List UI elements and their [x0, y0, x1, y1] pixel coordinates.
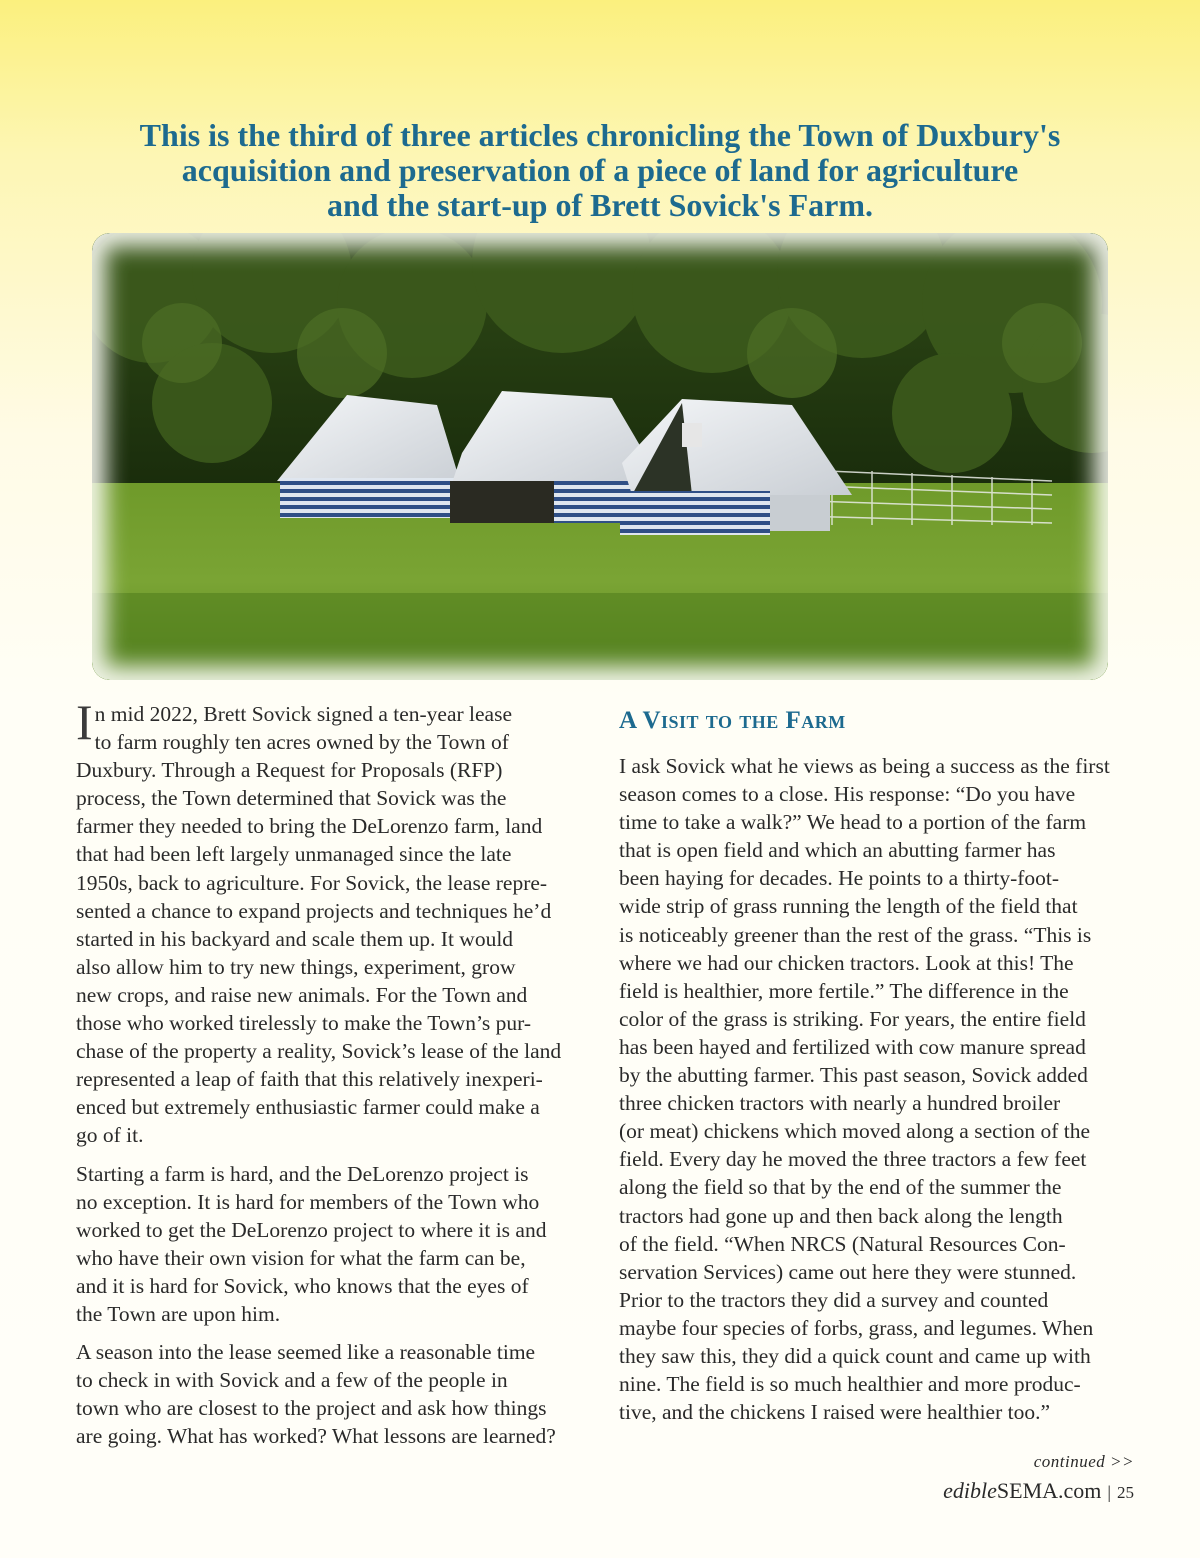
article-paragraph-2 — [76, 1160, 586, 1329]
intro-line-3: and the start-up of Brett Sovick's Farm. — [326, 187, 874, 223]
text-line: sented a chance to expand projects and techniques he’d — [76, 898, 552, 923]
text-line: they saw this, they did a quick count and came up with — [619, 1343, 1091, 1368]
text-line: color of the grass is striking. For years, the entire field — [619, 1006, 1086, 1031]
text-line: started in his backyard and scale them up. It would — [76, 926, 514, 951]
article-paragraph-1 — [76, 694, 586, 1150]
page-folio — [943, 1478, 1134, 1504]
text-line: where we had our chicken tractors. Look at this! The — [619, 950, 1074, 975]
text-line: n mid 2022, Brett Sovick signed a ten-year lease — [94, 702, 513, 726]
intro-header — [90, 118, 1110, 223]
text-line: chase of the property a reality, Sovick’s lease of the land — [76, 1039, 562, 1064]
text-line: by the abutting farmer. This past season, Sovick added — [619, 1063, 1088, 1088]
text-line: worked to get the DeLorenzo project to where it is and — [76, 1217, 547, 1242]
text-line: wide strip of grass running the length of the field that — [619, 894, 1078, 919]
text-line: go of it. — [76, 1123, 144, 1148]
article-paragraph-3 — [76, 1338, 586, 1450]
text-line: 1950s, back to agriculture. For Sovick, the lease repre- — [76, 870, 548, 895]
intro-line-2: acquisition and preservation of a piece of land for agriculture — [181, 152, 1019, 188]
text-line: represented a leap of faith that this relatively inexperi- — [76, 1067, 543, 1092]
text-line: process, the Town determined that Sovick was the — [76, 786, 507, 811]
intro-line-1: This is the third of three articles chronicling the Town of Duxbury's — [139, 117, 1061, 153]
folio-separator: | — [1107, 1482, 1111, 1502]
text-line: has been hayed and fertilized with cow manure spread — [619, 1034, 1086, 1059]
site-name-rest: SEMA.com — [996, 1478, 1102, 1503]
article-paragraph-4 — [619, 752, 1134, 1426]
text-line: also allow him to try new things, experiment, grow — [76, 954, 516, 979]
text-line: A season into the lease seemed like a reasonable time — [76, 1340, 536, 1365]
text-line: town who are closest to the project and ask how things — [76, 1396, 547, 1421]
article-left-column — [76, 694, 586, 1460]
text-line: maybe four species of forbs, grass, and legumes. When — [619, 1315, 1094, 1340]
continued-link[interactable]: continued >> — [1033, 1452, 1134, 1471]
text-line: tive, and the chickens I raised were healthier too.” — [619, 1400, 1051, 1425]
page-number: 25 — [1117, 1483, 1134, 1502]
text-line: season comes to a close. His response: “Do you have — [619, 782, 1076, 807]
text-line: enced but extremely enthusiastic farmer could make a — [76, 1095, 540, 1120]
photo-illustration — [92, 233, 1108, 680]
text-line: tractors had gone up and then back along the length — [619, 1203, 1063, 1228]
text-line: time to take a walk?” We head to a portion of the farm — [619, 810, 1087, 835]
text-line: that is open field and which an abutting farmer has — [619, 838, 1056, 863]
text-line: are going. What has worked? What lessons are learned? — [76, 1424, 556, 1449]
text-line: farmer they needed to bring the DeLorenzo farm, land — [76, 814, 543, 839]
text-line: Starting a farm is hard, and the DeLorenzo project is — [76, 1161, 529, 1186]
text-line: to farm roughly ten acres owned by the Town of — [94, 730, 509, 755]
text-line: that had been left largely unmanaged since the late — [76, 842, 512, 867]
chicken-tractors-photo — [92, 233, 1108, 680]
text-line: is noticeably greener than the rest of the grass. “This is — [619, 922, 1092, 947]
text-line: field is healthier, more fertile.” The difference in the — [619, 978, 1069, 1003]
section-heading: A Visit to the Farm — [619, 707, 846, 734]
drop-cap: I — [76, 694, 93, 750]
text-line: I ask Sovick what he views as being a success as the first — [619, 754, 1110, 778]
text-line: of the field. “When NRCS (Natural Resources Con- — [619, 1231, 1066, 1256]
text-line: no exception. It is hard for members of the Town who — [76, 1189, 540, 1214]
site-name-italic: edible — [943, 1478, 997, 1503]
text-line: (or meat) chickens which moved along a section of the — [619, 1119, 1091, 1144]
text-line: field. Every day he moved the three tractors a few feet — [619, 1147, 1087, 1172]
text-line: servation Services) came out here they were stunned. — [619, 1259, 1077, 1284]
text-line: to check in with Sovick and a few of the people in — [76, 1368, 508, 1393]
text-line: Prior to the tractors they did a survey and counted — [619, 1287, 1049, 1312]
text-line: nine. The field is so much healthier and more produc- — [619, 1372, 1081, 1397]
text-line: been haying for decades. He points to a thirty-foot- — [619, 866, 1060, 891]
text-line: Duxbury. Through a Request for Proposals (RFP) — [76, 758, 503, 783]
article-right-column — [619, 702, 1134, 1436]
text-line: the Town are upon him. — [76, 1301, 281, 1326]
text-line: new crops, and raise new animals. For the Town and — [76, 982, 528, 1007]
text-line: along the field so that by the end of the summer the — [619, 1175, 1062, 1200]
text-line: three chicken tractors with nearly a hundred broiler — [619, 1091, 1061, 1116]
text-line: who have their own vision for what the farm can be, — [76, 1245, 526, 1270]
text-line: and it is hard for Sovick, who knows that the eyes of — [76, 1273, 529, 1298]
text-line: those who worked tirelessly to make the Town’s pur- — [76, 1011, 532, 1036]
